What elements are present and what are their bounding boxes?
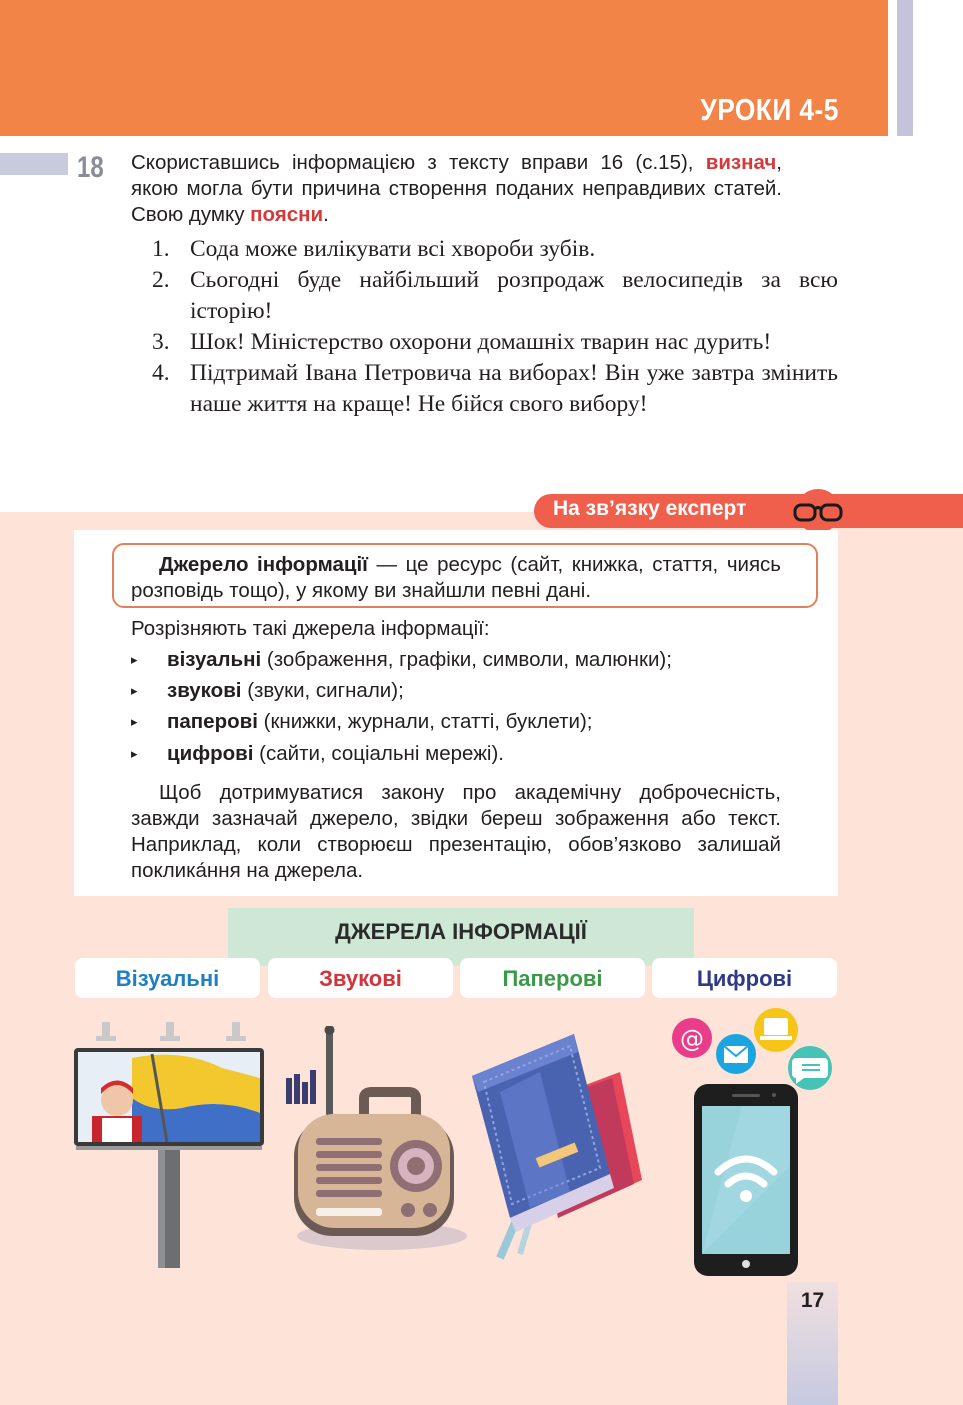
bullet-icon: ▸ [131,746,138,761]
bullet-icon: ▸ [131,652,138,667]
academic-integrity-note: Щоб дотримуватися закону про академічну доброчесність, завжди зазначай джерело, звідки береш зображення або текст. Наприклад, коли створюєш презентацію, обов’язково залишай поклика́ння на джерела. [131,781,781,882]
source-type-desc: (зображення, графіки, символи, малюнки); [261,648,672,671]
list-item-number: 1. [152,236,170,262]
source-type-desc: (сайти, соціальні мережі). [253,742,504,765]
instruction-text: Скориставшись інформацією з тексту вправи 16 (с.15), [131,151,706,174]
instruction-text: . [323,203,329,226]
billboard-illustration [72,1018,266,1270]
mail-icon [716,1034,756,1074]
chat-icon [788,1046,832,1090]
source-type-term: цифрові [167,742,254,765]
source-type-text [167,741,504,767]
category-label: Звукові [319,966,402,991]
definition-body: — це ресурс (сайт, книжка, стаття, чиясь розповідь тощо), у якому ви знайшли певні дані. [131,553,781,602]
source-type-item [131,678,404,704]
types-intro: Розрізняють такі джерела інформації: [131,617,490,640]
source-type-text [167,709,592,735]
false-articles-list [152,234,838,420]
source-type-term: звукові [167,679,242,702]
book-illustration [470,1032,642,1264]
svg-text:@: @ [680,1025,704,1053]
category-digital [652,958,837,998]
sources-title: ДЖЕРЕЛА ІНФОРМАЦІЇ [335,919,587,944]
definition-term: Джерело інформації [159,553,368,576]
source-type-term: візуальні [167,648,262,671]
list-item [152,234,838,265]
source-type-item [131,709,592,735]
lesson-title: УРОКИ 4-5 [700,92,839,127]
page-number: 17 [800,1289,825,1312]
category-audio [268,958,453,998]
list-item [152,358,838,420]
list-item-text: Шок! Міністерство охорони домашніх тварин нас дурить! [190,329,772,355]
instruction-text: , якою могла бути причина створення поданих неправдивих статей. Свою думку [131,151,782,226]
exercise-number: 18 [77,151,104,184]
at-icon [672,1018,712,1058]
list-item-text: Сода може вилікувати всі хвороби зубів. [190,236,596,262]
definition [131,552,781,604]
glasses-icon [792,488,844,534]
category-label: Паперові [502,966,603,991]
list-item-text: Сьогодні буде найбільший розпродаж велосипедів за всю історію! [190,267,838,324]
category-paper [460,958,645,998]
exercise-marker-bar [0,153,68,175]
source-type-text [167,647,672,673]
list-item [152,327,838,358]
expert-banner-label: На зв’язку експерт [553,497,747,520]
category-label: Візуальні [115,966,220,991]
source-type-item [131,647,672,673]
exercise-instructions [131,150,782,228]
phone-illustration [672,1006,840,1278]
bullet-icon: ▸ [131,683,138,698]
source-type-text [167,678,404,704]
bullet-icon: ▸ [131,714,138,729]
header-divider [888,0,897,136]
list-item-number: 3. [152,329,170,355]
keyword-explain: поясни [250,203,324,226]
category-label: Цифрові [696,966,793,991]
category-visual [75,958,260,998]
source-type-item [131,741,504,767]
header-side-strip [897,0,913,136]
list-item-number: 4. [152,360,170,386]
keyword-determine: визнач [705,151,777,174]
source-type-desc: (книжки, журнали, статті, буклети); [257,710,593,733]
list-item [152,265,838,327]
source-type-term: паперові [167,710,258,733]
radio-illustration [282,1026,472,1256]
list-item-number: 2. [152,267,170,293]
list-item-text: Підтримай Івана Петровича на виборах! Він уже завтра змінить наше життя на краще! Не бійся свого вибору! [190,360,838,417]
source-type-desc: (звуки, сигнали); [241,679,404,702]
laptop-icon [754,1008,798,1052]
